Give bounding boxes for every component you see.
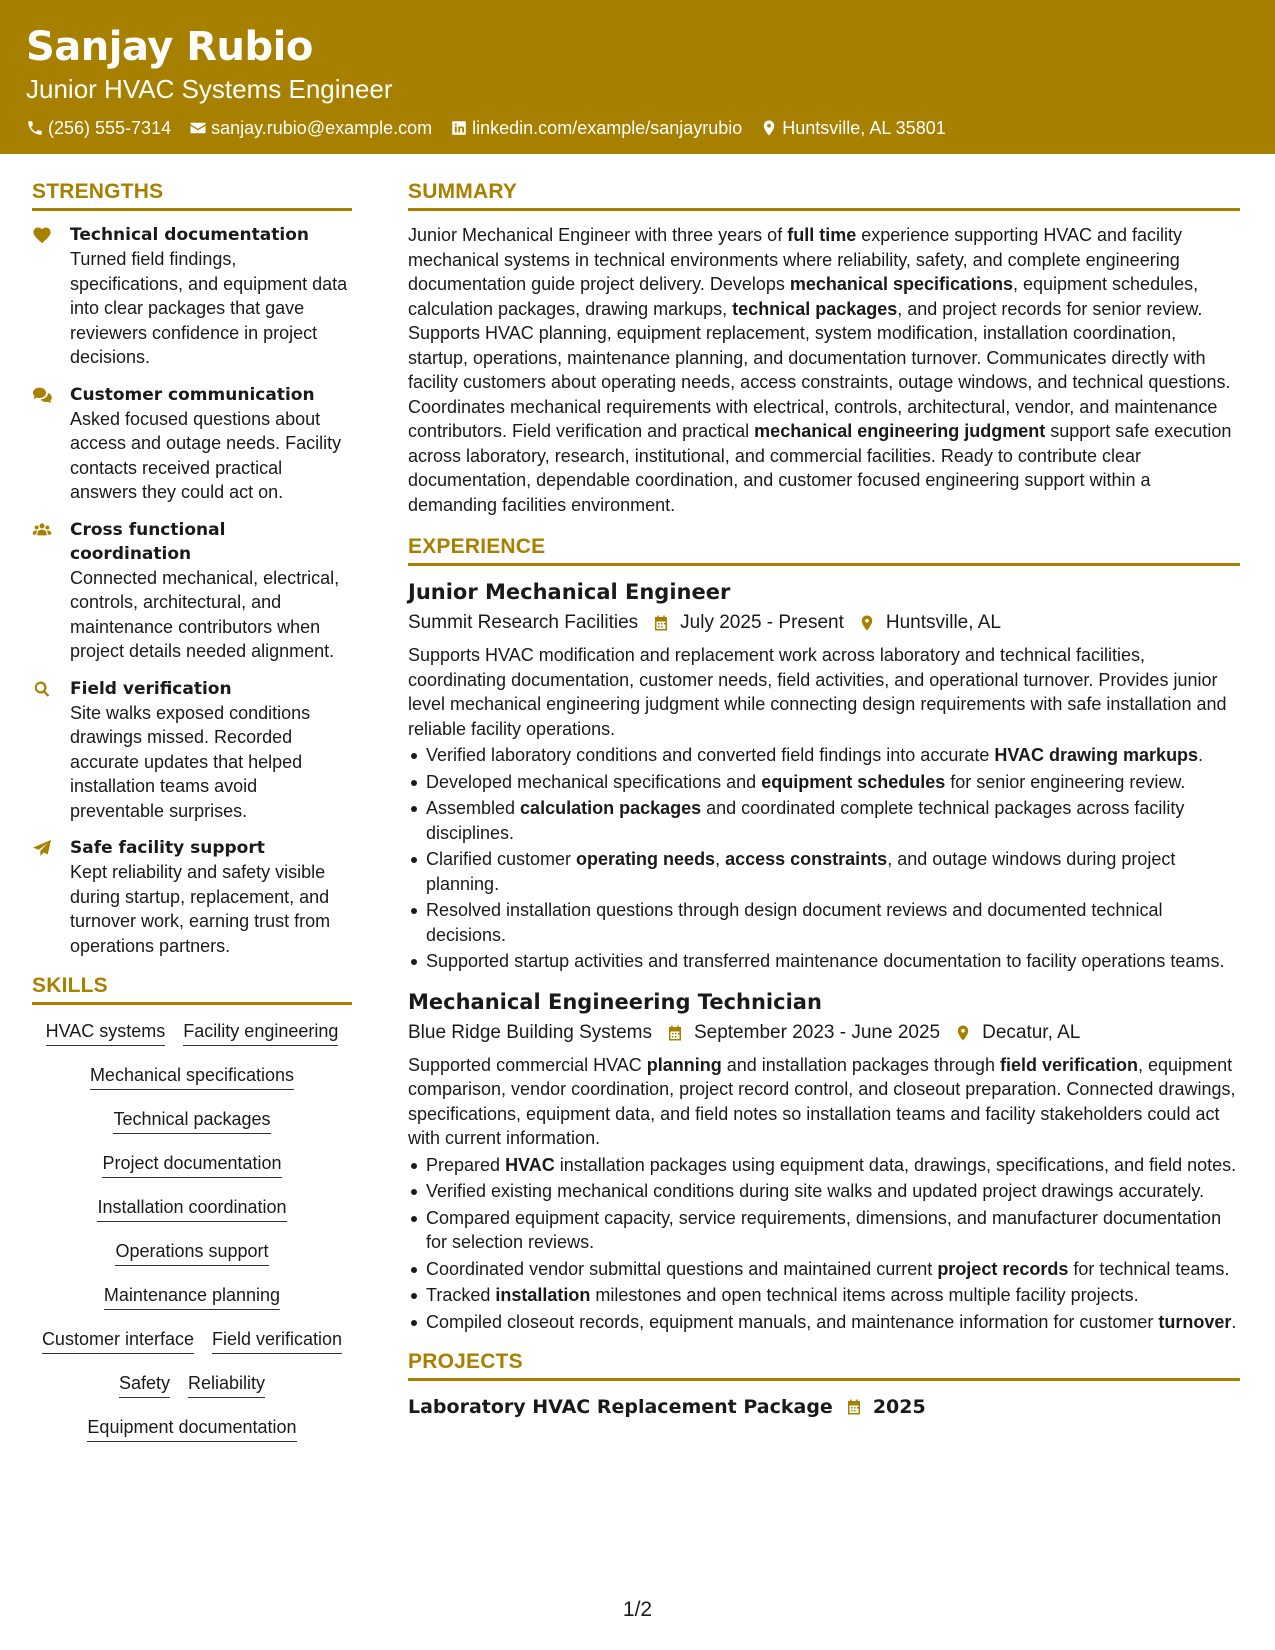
job-company: Blue Ridge Building Systems xyxy=(408,1021,652,1043)
calendar-icon xyxy=(652,614,670,632)
strength-description: Kept reliability and safety visible during startup, replacement, and turnover work, earning trust from operations partners. xyxy=(70,862,331,956)
bold-phrase: HVAC xyxy=(505,1154,555,1175)
strength-title: Safe facility support xyxy=(70,838,265,858)
job-dates: September 2023 - June 2025 xyxy=(693,1021,941,1043)
summary-heading: SUMMARY xyxy=(408,180,1240,211)
skill-tag: Installation coordination xyxy=(97,1195,286,1222)
job-entry xyxy=(408,578,1240,974)
project-entry xyxy=(408,1393,1240,1421)
strength-body xyxy=(70,223,352,370)
project-title: Laboratory HVAC Replacement Package xyxy=(408,1396,833,1418)
strength-item xyxy=(32,518,352,664)
skill-tag: Equipment documentation xyxy=(87,1415,296,1442)
strength-icon-wrap xyxy=(32,836,56,958)
text-run: , xyxy=(715,849,726,869)
skills-heading: SKILLS xyxy=(32,974,352,1005)
text-run: installation packages using equipment data, drawings, specifications, and field notes. xyxy=(554,1154,1237,1175)
text-run: Compiled closeout records, equipment manuals, and maintenance information for customer xyxy=(426,1311,1159,1332)
map-pin-icon xyxy=(858,614,876,632)
text-run: milestones and open technical items across multiple facility projects. xyxy=(590,1285,1139,1305)
strength-title: Cross functional coordination xyxy=(70,519,226,564)
skill-tag: Customer interface xyxy=(42,1327,194,1354)
bold-phrase: installation xyxy=(495,1285,591,1305)
strength-title: Customer communication xyxy=(70,384,315,405)
bullet-item xyxy=(408,743,1240,768)
candidate-title: Junior HVAC Systems Engineer xyxy=(26,74,393,104)
phone-icon xyxy=(26,119,44,137)
strengths-heading: STRENGTHS xyxy=(32,180,352,211)
text-run: Verified existing mechanical conditions during site walks and updated project drawings accurately. xyxy=(426,1181,1205,1201)
calendar-icon xyxy=(845,1398,863,1416)
users-icon xyxy=(32,521,52,539)
bold-phrase: HVAC drawing markups xyxy=(994,745,1199,765)
bold-phrase: mechanical engineering judgment xyxy=(754,421,1046,441)
text-run: for senior engineering review. xyxy=(945,771,1186,792)
job-title: Junior Mechanical Engineer xyxy=(408,580,731,604)
project-year: 2025 xyxy=(872,1396,926,1418)
bold-phrase: operating needs xyxy=(576,849,716,869)
experience-heading: EXPERIENCE xyxy=(408,535,1240,566)
job-bullets xyxy=(408,743,1240,974)
text-run: Supported startup activities and transferred maintenance documentation to facility operations teams. xyxy=(426,951,1225,971)
projects-heading: PROJECTS xyxy=(408,1350,1240,1381)
text-run: , equipment comparison, vendor coordination, project record control, and closeout preparation. Connected drawings, specifications, equipment data, and field notes so installation teams and facility stakeholders could act with current information. xyxy=(408,1054,1236,1148)
job-company: Summit Research Facilities xyxy=(408,612,639,633)
text-run: for technical teams. xyxy=(1068,1258,1230,1279)
bold-phrase: mechanical specifications xyxy=(789,274,1013,294)
bold-phrase: full time xyxy=(787,225,857,245)
paper-plane-icon xyxy=(32,839,52,857)
resume-header xyxy=(0,0,1275,154)
bold-phrase: equipment schedules xyxy=(761,771,946,792)
text-run: Tracked xyxy=(426,1285,496,1305)
strength-title: Technical documentation xyxy=(70,225,309,245)
job-bullets xyxy=(408,1153,1240,1335)
experience-list xyxy=(408,578,1240,1334)
bullet-item xyxy=(408,1206,1240,1255)
phone-text: (256) 555-7314 xyxy=(48,118,172,138)
job-location: Huntsville, AL xyxy=(885,612,1001,633)
page-number: 1/2 xyxy=(622,1598,653,1621)
strength-description: Turned field findings, specifications, and equipment data into clear packages that gave reviewers confidence in project decisions. xyxy=(70,249,348,367)
text-run: , equipment schedules, calculation packages, drawing markups, xyxy=(408,274,1199,319)
text-run: Compared equipment capacity, service requirements, dimensions, and manufacturer documentation for selection reviews. xyxy=(426,1207,1222,1252)
job-summary xyxy=(408,643,1240,741)
map-pin-icon xyxy=(954,1024,972,1042)
text-run: , and outage windows during project planning. xyxy=(426,849,1176,894)
bold-phrase: calculation packages xyxy=(520,798,702,818)
bullet-item xyxy=(408,1257,1240,1282)
bold-phrase: project records xyxy=(937,1258,1069,1279)
contact-bar xyxy=(26,116,1249,140)
job-meta xyxy=(408,609,1240,637)
job-summary xyxy=(408,1053,1240,1151)
bullet-item xyxy=(408,1310,1240,1335)
strength-body xyxy=(70,836,352,958)
strength-body xyxy=(70,518,352,664)
projects-list xyxy=(408,1393,1240,1421)
text-run: and coordinated complete technical packages across facility disciplines. xyxy=(426,798,1185,843)
text-run: Resolved installation questions through design document reviews and documented technical decisions. xyxy=(426,900,1163,945)
job-dates: July 2025 - Present xyxy=(680,612,844,633)
contact-phone[interactable] xyxy=(26,116,171,140)
strength-icon-wrap xyxy=(32,677,56,824)
text-run: Developed mechanical specifications and xyxy=(426,771,762,792)
job-meta xyxy=(408,1019,1240,1047)
skill-tag: HVAC systems xyxy=(46,1019,166,1046)
left-column xyxy=(32,180,352,1442)
text-run: Coordinated vendor submittal questions and maintained current xyxy=(426,1258,938,1279)
strength-icon-wrap xyxy=(32,383,56,505)
text-run: Assembled xyxy=(426,798,521,818)
strength-body xyxy=(70,677,352,824)
map-pin-icon xyxy=(760,119,778,137)
text-run: . xyxy=(1231,1311,1237,1332)
strength-item xyxy=(32,677,352,824)
text-run: Supports HVAC modification and replacement work across laboratory and technical facilities, coordinating documentation, customer needs, field activities, and operational turnover. Provides junior level mechanical engineering judgment while connecting design requirements with safe installation and reliable facility operations. xyxy=(408,645,1227,739)
bullet-item xyxy=(408,770,1240,795)
candidate-name: Sanjay Rubio xyxy=(26,24,313,70)
text-run: and installation packages through xyxy=(721,1054,1000,1075)
skill-tag: Facility engineering xyxy=(183,1019,338,1046)
right-column xyxy=(408,180,1240,1421)
skill-tag: Reliability xyxy=(188,1371,265,1398)
text-run: . xyxy=(1198,745,1204,765)
text-run: experience supporting HVAC and facility mechanical systems in technical environments where reliability, safety, and complete engineering documentation guide project delivery. Develops xyxy=(408,225,1183,294)
skill-tag: Safety xyxy=(119,1371,170,1398)
strength-item xyxy=(32,383,352,505)
mail-icon xyxy=(189,119,207,137)
contact-linkedin[interactable] xyxy=(450,116,742,140)
search-icon xyxy=(32,680,52,698)
job-title: Mechanical Engineering Technician xyxy=(408,989,822,1014)
job-location: Decatur, AL xyxy=(982,1021,1081,1043)
bold-phrase: planning xyxy=(646,1054,722,1075)
heart-icon xyxy=(32,226,52,244)
text-run: Verified laboratory conditions and converted field findings into accurate xyxy=(426,745,995,765)
contact-email[interactable] xyxy=(189,116,432,140)
bullet-item xyxy=(408,1153,1240,1178)
text-run: Clarified customer xyxy=(426,849,577,869)
bullet-item xyxy=(408,949,1240,974)
skill-tag: Maintenance planning xyxy=(104,1283,280,1310)
bold-phrase: access constraints xyxy=(725,849,888,869)
linkedin-icon xyxy=(450,119,468,137)
bullet-item xyxy=(408,796,1240,845)
strength-description: Connected mechanical, electrical, controls, architectural, and maintenance contributors when project details needed alignment. xyxy=(70,567,340,661)
bold-phrase: field verification xyxy=(999,1054,1139,1075)
email-text: sanjay.rubio@example.com xyxy=(211,118,433,138)
text-run: Prepared xyxy=(426,1154,506,1175)
skill-tag: Operations support xyxy=(115,1239,268,1266)
skill-tag: Field verification xyxy=(212,1327,342,1354)
linkedin-text: linkedin.com/example/sanjayrubio xyxy=(472,118,743,138)
skill-tag: Project documentation xyxy=(102,1151,281,1178)
strengths-list xyxy=(32,223,352,958)
summary-text xyxy=(408,223,1240,517)
comments-icon xyxy=(32,386,52,404)
job-entry xyxy=(408,988,1240,1335)
bullet-item xyxy=(408,1179,1240,1204)
strength-icon-wrap xyxy=(32,518,56,664)
strength-item xyxy=(32,223,352,370)
bold-phrase: technical packages xyxy=(732,298,898,319)
strength-body xyxy=(70,383,352,505)
strength-description: Site walks exposed conditions drawings missed. Recorded accurate updates that helped installation teams avoid preventable surprises. xyxy=(70,702,311,821)
text-run: , and project records for senior review. Supports HVAC planning, equipment replacement, system modification, installation coordination, startup, operations, maintenance planning, and documentation turnover. Communicates directly with facility customers about operating needs, access constraints, outage windows, and technical questions. Coordinates mechanical requirements with electrical, controls, architectural, vendor, and maintenance contributors. Field verification and practical xyxy=(408,298,1231,441)
text-run: Junior Mechanical Engineer with three years of xyxy=(408,225,788,245)
bold-phrase: turnover xyxy=(1158,1311,1232,1332)
bullet-item xyxy=(408,1283,1240,1308)
strength-description: Asked focused questions about access and outage needs. Facility contacts received practical answers they could act on. xyxy=(70,408,342,502)
strength-title: Field verification xyxy=(70,678,232,699)
skills-list xyxy=(32,1019,352,1442)
location-text: Huntsville, AL 35801 xyxy=(782,118,946,138)
bullet-item xyxy=(408,847,1240,896)
skill-tag: Technical packages xyxy=(113,1107,270,1134)
contact-location xyxy=(760,116,945,140)
calendar-icon xyxy=(666,1024,684,1042)
bullet-item xyxy=(408,898,1240,947)
skill-tag: Mechanical specifications xyxy=(90,1063,294,1090)
strength-item xyxy=(32,836,352,958)
text-run: Supported commercial HVAC xyxy=(408,1054,647,1075)
text-run: support safe execution across laboratory, research, institutional, and commercial facilities. Ready to contribute clear documentation, dependable coordination, and customer focused engineering support within a demanding facilities environment. xyxy=(408,421,1232,515)
strength-icon-wrap xyxy=(32,223,56,370)
